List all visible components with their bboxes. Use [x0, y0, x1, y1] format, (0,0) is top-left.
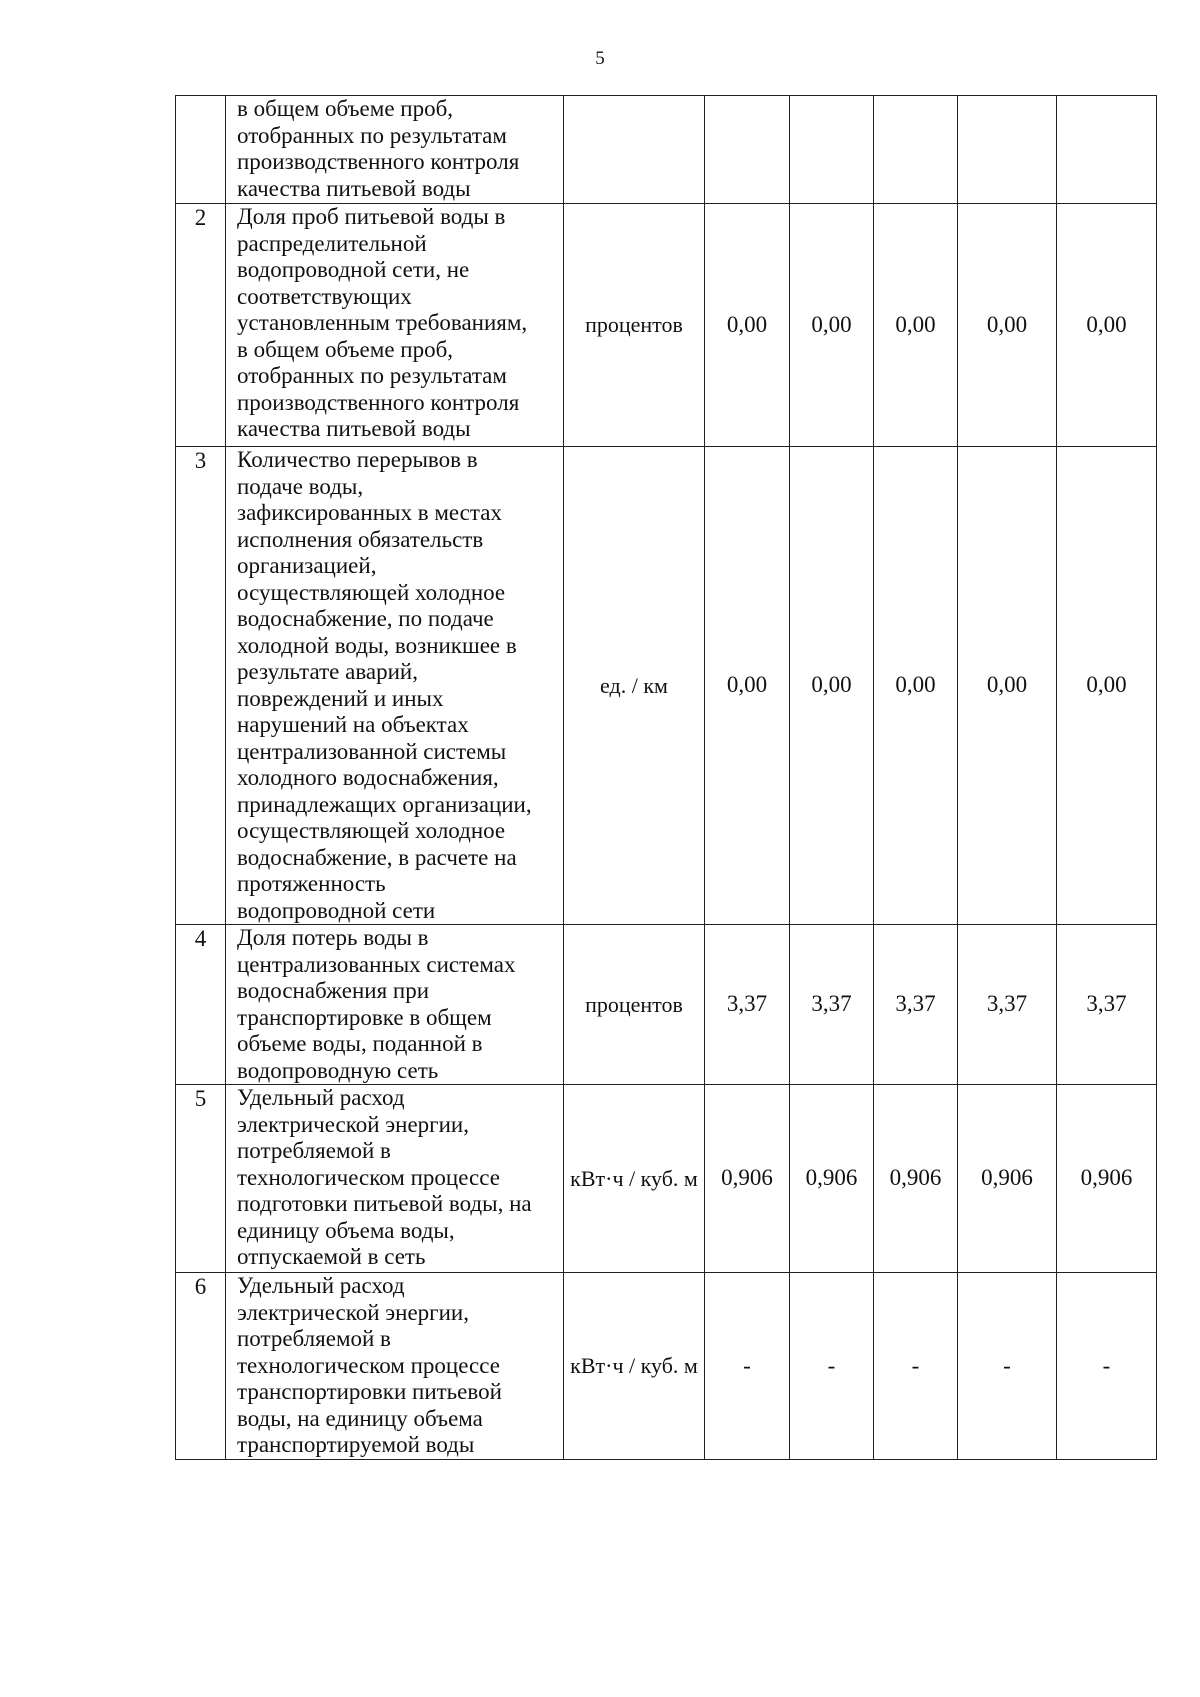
table-row	[176, 204, 1157, 447]
unit-cell: кВт·ч / куб. м	[564, 1273, 705, 1460]
table-row	[176, 1273, 1157, 1460]
indicator-name-line: электрической энергии,	[237, 1111, 469, 1137]
value-cell: 0,00	[958, 447, 1057, 925]
indicator-name-line: водопроводной сети, не	[237, 257, 470, 282]
indicator-name-line: установленным требованиям,	[237, 310, 528, 335]
indicator-name-line: водоснабжение, в расчете на	[237, 844, 517, 870]
indicator-name-line: повреждений и иных	[237, 685, 444, 711]
indicator-name-line: отобранных по результатам	[237, 122, 507, 148]
indicator-name-line: электрической энергии,	[237, 1299, 469, 1325]
indicator-name-line: Удельный расход	[237, 1085, 405, 1110]
indicator-name-line: водопроводную сеть	[237, 1057, 439, 1083]
indicators-table	[175, 95, 1157, 1460]
value-cell: 3,37	[958, 925, 1057, 1085]
indicator-name-line: объеме воды, поданной в	[237, 1031, 483, 1056]
value-cell	[874, 96, 958, 204]
indicator-name-line: осуществляющей холодное	[237, 818, 506, 843]
indicator-name-line: отпускаемой в сеть	[237, 1244, 426, 1269]
indicator-name-line: транспортировке в общем	[237, 1004, 492, 1030]
value-cell: 0,00	[874, 447, 958, 925]
indicator-name	[226, 1273, 564, 1460]
unit-cell: ед. / км	[564, 447, 705, 925]
indicator-name-line: водоснабжение, по подаче	[237, 606, 494, 631]
value-cell: 0,906	[874, 1085, 958, 1273]
indicator-name-line: Удельный расход	[237, 1273, 405, 1298]
indicator-name-line: технологическом процессе	[237, 1164, 500, 1190]
indicator-name-line: водоснабжения при	[237, 978, 430, 1003]
value-cell: 0,00	[705, 204, 790, 447]
table-row	[176, 96, 1157, 204]
value-cell	[1057, 96, 1157, 204]
row-number: 3	[176, 447, 226, 925]
value-cell: -	[1057, 1273, 1157, 1460]
value-cell: 0,00	[790, 447, 874, 925]
indicator-name-line: холодного водоснабжения,	[237, 765, 499, 790]
indicator-name-line: водопроводной сети	[237, 897, 436, 923]
value-cell: 0,00	[705, 447, 790, 925]
value-cell: 0,00	[874, 204, 958, 447]
unit-cell	[564, 96, 705, 204]
indicator-name-line: централизованной системы	[237, 738, 507, 764]
value-cell: 3,37	[705, 925, 790, 1085]
unit-cell: кВт·ч / куб. м	[564, 1085, 705, 1273]
indicator-name-line: технологическом процессе	[237, 1352, 500, 1378]
indicator-name-line: Количество перерывов в	[237, 447, 478, 472]
indicator-name-line: результате аварий,	[237, 659, 418, 684]
indicator-name	[226, 204, 564, 447]
value-cell	[958, 96, 1057, 204]
indicator-name-line: транспортировки питьевой	[237, 1379, 502, 1404]
indicator-name-line: Доля проб питьевой воды в	[237, 204, 506, 229]
indicator-name-line: потребляемой в	[237, 1138, 391, 1163]
indicator-name-line: организацией,	[237, 553, 377, 578]
indicator-name-line: нарушений на объектах	[237, 712, 469, 737]
table-row	[176, 447, 1157, 925]
row-number: 2	[176, 204, 226, 447]
indicator-name-line: протяженность	[237, 871, 386, 896]
value-cell: 3,37	[790, 925, 874, 1085]
value-cell: -	[958, 1273, 1057, 1460]
value-cell: 0,906	[790, 1085, 874, 1273]
indicator-name-line: отобранных по результатам	[237, 363, 507, 388]
indicator-name-line: централизованных системах	[237, 951, 516, 977]
unit-cell: процентов	[564, 204, 705, 447]
indicator-name-line: качества питьевой воды	[237, 175, 471, 201]
row-number	[176, 96, 226, 204]
table-body	[176, 96, 1157, 1460]
value-cell: -	[874, 1273, 958, 1460]
value-cell	[705, 96, 790, 204]
value-cell: 0,00	[1057, 447, 1157, 925]
indicator-name-line: подготовки питьевой воды, на	[237, 1191, 532, 1216]
value-cell: 0,906	[1057, 1085, 1157, 1273]
value-cell: 0,00	[958, 204, 1057, 447]
indicator-name-line: соответствующих	[237, 283, 412, 309]
value-cell: 0,00	[1057, 204, 1157, 447]
value-cell: 3,37	[1057, 925, 1157, 1085]
indicator-name-line: исполнения обязательств	[237, 526, 484, 552]
indicator-name-line: принадлежащих организации,	[237, 791, 532, 817]
row-number: 6	[176, 1273, 226, 1460]
row-number: 4	[176, 925, 226, 1085]
page-number: 5	[595, 48, 605, 69]
indicator-name-line: распределительной	[237, 230, 427, 256]
table-row	[176, 1085, 1157, 1273]
indicator-name-line: осуществляющей холодное	[237, 579, 506, 605]
value-cell: -	[790, 1273, 874, 1460]
indicator-name-line: Доля потерь воды в	[237, 925, 429, 950]
indicator-name-line: единицу объема воды,	[237, 1217, 455, 1243]
indicator-name-line: потребляемой в	[237, 1326, 391, 1351]
value-cell: 0,906	[958, 1085, 1057, 1273]
indicator-name	[226, 447, 564, 925]
indicator-name-line: качества питьевой воды	[237, 416, 471, 441]
indicator-name-line: производственного контроля	[237, 149, 520, 174]
value-cell: 3,37	[874, 925, 958, 1085]
indicator-name-line: зафиксированных в местах	[237, 500, 502, 525]
indicator-name-line: в общем объеме проб,	[237, 336, 454, 362]
indicator-name-line: производственного контроля	[237, 389, 520, 415]
indicator-name-line: воды, на единицу объема	[237, 1405, 483, 1431]
indicator-name-line: холодной воды, возникшее в	[237, 632, 517, 658]
indicator-name-line: в общем объеме проб,	[237, 96, 454, 121]
indicator-name-line: подаче воды,	[237, 473, 364, 499]
indicator-name	[226, 925, 564, 1085]
table-row	[176, 925, 1157, 1085]
value-cell: 0,906	[705, 1085, 790, 1273]
row-number: 5	[176, 1085, 226, 1273]
value-cell: 0,00	[790, 204, 874, 447]
value-cell: -	[705, 1273, 790, 1460]
indicator-name	[226, 96, 564, 204]
indicator-name-line: транспортируемой воды	[237, 1432, 475, 1457]
indicator-name	[226, 1085, 564, 1273]
value-cell	[790, 96, 874, 204]
unit-cell: процентов	[564, 925, 705, 1085]
